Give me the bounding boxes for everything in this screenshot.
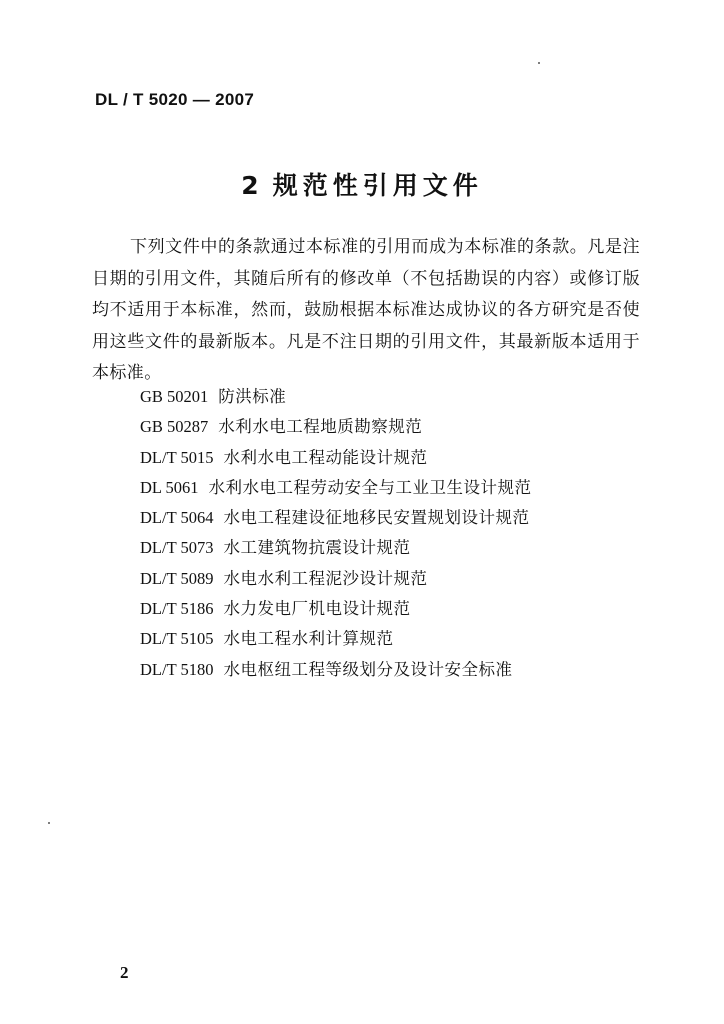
reference-title: 水电枢纽工程等级划分及设计安全标准 xyxy=(223,659,513,679)
reference-item xyxy=(140,655,532,685)
section-title: 规范性引用文件 xyxy=(272,171,483,200)
reference-title: 水电水利工程泥沙设计规范 xyxy=(223,568,428,588)
scan-speck xyxy=(538,62,540,64)
reference-item xyxy=(140,503,532,533)
reference-code: GB 50287 xyxy=(140,417,209,437)
reference-item xyxy=(140,624,532,654)
reference-item xyxy=(140,443,532,473)
section-number: 2 xyxy=(241,171,259,200)
scan-speck xyxy=(48,822,50,824)
reference-item xyxy=(140,564,532,594)
reference-title: 水工建筑物抗震设计规范 xyxy=(223,538,411,558)
reference-code: DL 5061 xyxy=(140,477,199,497)
reference-title: 水利水电工程劳动安全与工业卫生设计规范 xyxy=(208,477,532,497)
standard-code-header: DL / T 5020 — 2007 xyxy=(95,90,255,109)
reference-title: 水利水电工程动能设计规范 xyxy=(223,447,428,467)
reference-item xyxy=(140,412,532,442)
intro-paragraph: 下列文件中的条款通过本标准的引用而成为本标准的条款。凡是注日期的引用文件，其随后所有的修改单（不包括勘误的内容）或修订版均不适用于本标准，然而，鼓励根据本标准达成协议的各方研究是否使用这些文件的最新版本。凡是不注日期的引用文件，其最新版本适用于本标准。 xyxy=(92,237,640,383)
reference-title: 水电工程建设征地移民安置规划设计规范 xyxy=(223,508,530,528)
reference-code: DL/T 5186 xyxy=(140,599,214,619)
reference-item xyxy=(140,594,532,624)
reference-code: DL/T 5180 xyxy=(140,659,214,679)
reference-title: 水电工程水利计算规范 xyxy=(223,629,394,649)
page-number: 2 xyxy=(120,963,129,982)
reference-code: DL/T 5015 xyxy=(140,447,214,467)
reference-item xyxy=(140,382,532,412)
reference-title: 水力发电厂机电设计规范 xyxy=(223,599,411,619)
reference-item xyxy=(140,473,532,503)
reference-item xyxy=(140,533,532,563)
reference-title: 水利水电工程地质勘察规范 xyxy=(218,417,423,437)
reference-title: 防洪标准 xyxy=(218,387,287,406)
reference-code: DL/T 5064 xyxy=(140,508,214,528)
reference-code: DL/T 5073 xyxy=(140,538,214,558)
reference-list xyxy=(140,382,532,685)
reference-code: DL/T 5105 xyxy=(140,629,214,649)
reference-code: DL/T 5089 xyxy=(140,568,214,588)
section-heading xyxy=(0,166,724,202)
reference-code: GB 50201 xyxy=(140,387,209,406)
